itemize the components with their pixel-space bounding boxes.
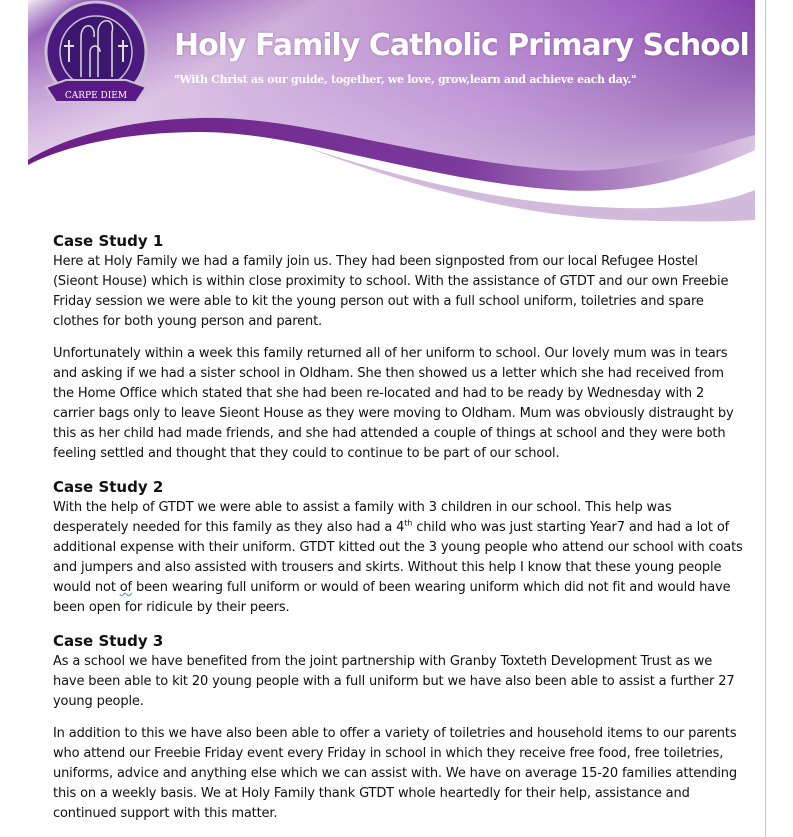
spellcheck-flagged-word: of [119, 580, 132, 595]
text-line: uniforms, advice and anything else which we can assist with. We have on average 15-20 families attending [53, 766, 737, 781]
text-line: this as her child had made friends, and she had attended a couple of things at school and they were both [53, 426, 726, 441]
case-heading: Case Study 3 [53, 632, 164, 650]
text-line: who attend our Freebie Friday event every Friday in school in which they receive free food, free toiletries, [53, 746, 724, 761]
text-line: Unfortunately within a week this family returned all of her uniform to school. Our lovely mum was in tears [53, 346, 728, 361]
text-fragment: child who was just starting Year7 and had a lot of [412, 520, 730, 535]
text-line [53, 498, 763, 518]
text-line: and asking if we had a sister school in Oldham. She then showed us a letter which she had received from [53, 366, 724, 381]
text-line: young people. [53, 694, 144, 709]
case-study-2 [53, 476, 763, 618]
text-line: Here at Holy Family we had a family join us. They had been signposted from our local Refugee Hostel [53, 254, 698, 269]
text-fragment: been open for ridicule by their peers. [53, 600, 290, 615]
text-fragment: additional expense with their uniform. GTDT kitted out the 3 young people who attend our school with coats [53, 540, 743, 555]
paragraph [53, 498, 763, 618]
case-study-1 [53, 230, 763, 464]
text-line [53, 598, 763, 618]
case-study-3 [53, 630, 763, 824]
school-name: Holy Family Catholic Primary School [174, 28, 749, 63]
text-line: In addition to this we have also been able to offer a variety of toiletries and household items to our parents [53, 726, 737, 741]
paragraph [53, 724, 763, 824]
school-crest-logo [36, 0, 156, 112]
page-edge [765, 0, 766, 837]
paragraph [53, 344, 763, 464]
header-banner [0, 0, 793, 230]
text-line [53, 538, 763, 558]
school-motto: "With Christ as our guide, together, we love, grow,learn and achieve each day." [174, 73, 637, 86]
text-fragment: With the help of GTDT we were able to assist a family with 3 children in our school. This help was [53, 500, 672, 515]
svg-text:CARPE DIEM: CARPE DIEM [64, 91, 128, 101]
document-body [53, 230, 763, 836]
text-line: this on a weekly basis. We at Holy Family thank GTDT whole heartedly for their help, assistance and [53, 786, 690, 801]
text-line: feeling settled and thought that they could to continue to be part of our school. [53, 446, 560, 461]
text-fragment: would not [53, 580, 120, 595]
text-line: have been able to kit 20 young people with a full uniform but we have also been able to assist a further 27 [53, 674, 735, 689]
text-line: Friday session we were able to kit the young person out with a full school uniform, toiletries and spare [53, 294, 704, 309]
text-line [53, 518, 763, 538]
text-fragment: been wearing full uniform or would of been wearing uniform which did not fit and would have [131, 580, 731, 595]
text-line: clothes for both young person and parent. [53, 314, 323, 329]
text-line: continued support with this matter. [53, 806, 278, 821]
text-line [53, 558, 763, 578]
case-heading: Case Study 2 [53, 478, 164, 496]
text-line: the Home Office which stated that she had been re-located and had to be ready by Wednesday with 2 [53, 386, 705, 401]
text-line: carrier bags only to leave Sieont House as they were moving to Oldham. Mum was obviously distraught by [53, 406, 734, 421]
paragraph [53, 252, 763, 332]
text-line: (Sieont House) which is within close proximity to school. With the assistance of GTDT and our own Freebie [53, 274, 729, 289]
text-fragment: desperately needed for this family as they also had a 4 [53, 520, 405, 535]
paragraph [53, 652, 763, 712]
text-fragment: and jumpers and also assisted with trousers and skirts. Without this help I know that these young people [53, 560, 722, 575]
superscript-th: th [404, 518, 413, 528]
text-line: As a school we have benefited from the joint partnership with Granby Toxteth Development Trust as we [53, 654, 713, 669]
case-heading: Case Study 1 [53, 232, 164, 250]
text-line [53, 578, 763, 598]
